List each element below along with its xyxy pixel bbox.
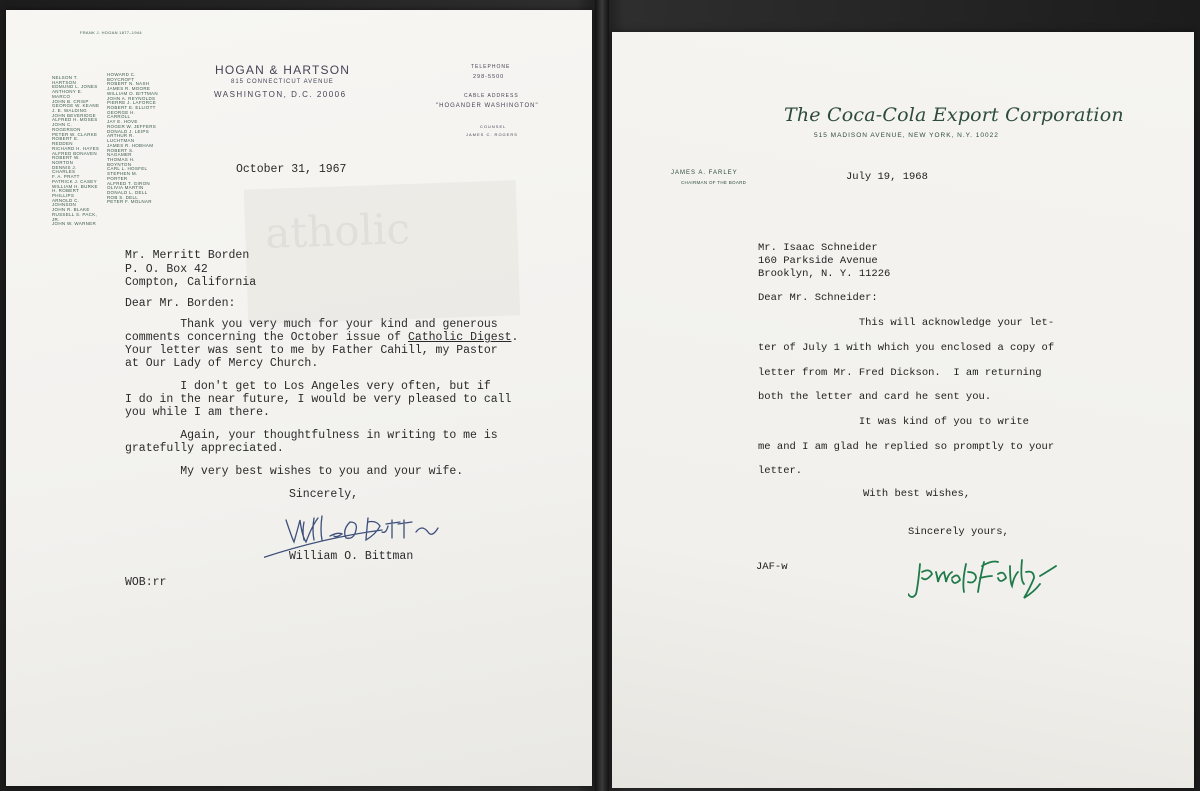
- right-letter-date: July 19, 1968: [846, 171, 928, 183]
- partner-name: HOWARD C. BOYCROFT: [107, 72, 136, 82]
- left-para3-line2: gratefully appreciated.: [125, 442, 284, 455]
- partner-name: JOHN W. WARNER: [52, 221, 97, 227]
- partner-name: J. E. WALDING: [52, 108, 87, 114]
- partner-name: PETER W. CLARKE: [52, 131, 98, 137]
- partner-name: PATRICK J. CASEY: [52, 178, 97, 184]
- left-para1-line3: Your letter was sent to me by Father Cahill, my Pastor: [125, 344, 498, 357]
- partners-list-col2: [107, 73, 159, 205]
- left-para2-line1: I don't get to Los Angeles very often, but if: [125, 380, 491, 393]
- partner-name: RUSSELL S. PACK, JR.: [52, 211, 98, 222]
- partner-name: STEPHEN M. PORTER: [107, 171, 138, 181]
- partner-name: JOHN B. CRISP: [52, 98, 89, 104]
- left-signer-name: William O. Bittman: [289, 550, 414, 563]
- right-body-line5: It was kind of you to write: [758, 416, 1029, 428]
- left-salutation: Dear Mr. Borden:: [125, 297, 236, 310]
- counsel-label: COUNSEL: [480, 124, 507, 129]
- partner-name: JAMES R. MOORE: [107, 86, 151, 92]
- partner-name: ROB S. DELL: [107, 194, 139, 200]
- right-closing2: Sincerely yours,: [908, 526, 1009, 538]
- sender-name: JAMES A. FARLEY: [671, 170, 738, 176]
- right-recipient-line2: 160 Parkside Avenue: [758, 255, 878, 267]
- right-initials: JAF-w: [756, 561, 788, 573]
- partner-name: THOMAS H. BOYNTON: [107, 156, 135, 167]
- partner-name: ALFRED BONAVEN: [52, 150, 97, 156]
- right-body-line2: ter of July 1 with which you enclosed a copy of: [758, 342, 1055, 354]
- partner-name: WILLIAM O. BITTMAN: [107, 90, 158, 96]
- partner-name: PETER F. MOLNAR: [107, 199, 152, 205]
- partner-name: DONALD L. DELL: [107, 189, 148, 195]
- left-letter-page: [6, 10, 592, 786]
- left-para2-line3: you while I am there.: [125, 406, 270, 419]
- right-recipient-line1: Mr. Isaac Schneider: [758, 242, 878, 254]
- partner-name: ARNOLD C. JOHNSON: [52, 197, 80, 208]
- ghost-card-text: atholic: [264, 204, 411, 259]
- partner-name: GEORGE W. KEANE: [52, 103, 100, 109]
- partner-name: ALFRED T. GIRON: [107, 180, 150, 186]
- left-para1-line2-text: comments concerning the October issue of: [125, 331, 408, 344]
- left-para4: My very best wishes to you and your wife.: [125, 465, 464, 478]
- right-closing1: With best wishes,: [863, 488, 971, 500]
- right-body-line6: me and I am glad he replied so promptly to your: [758, 441, 1055, 453]
- partner-name: DENNIS J. CHARLES: [52, 164, 77, 175]
- right-body-line7: letter.: [758, 465, 803, 477]
- partner-name: ROBERT S. NAGAMER: [107, 147, 134, 158]
- left-initials: WOB:rr: [125, 576, 167, 589]
- partner-name: ROBERT E. REDDEN: [52, 136, 79, 147]
- left-para3-line1: Again, your thoughtfulness in writing to me is: [125, 429, 498, 442]
- partner-name: JOHN C. ROGERSON: [52, 122, 81, 132]
- partner-name: ARTHUR R. LUCHTMAN: [107, 133, 135, 144]
- enclosed-card-ghost: [244, 180, 521, 324]
- right-letter-page: [612, 32, 1194, 788]
- partner-name: JOHN A. REYNOLDS: [107, 95, 156, 101]
- cable-label: CABLE ADDRESS: [464, 93, 519, 99]
- firm-address-line1: 815 CONNECTICUT AVENUE: [231, 79, 334, 85]
- left-recipient-line1: Mr. Merritt Borden: [125, 249, 250, 262]
- partner-name: CARL L. HOSFEL: [107, 166, 148, 172]
- telephone-label: TELEPHONE: [471, 64, 511, 70]
- left-para1-line1: Thank you very much for your kind and generous: [125, 318, 498, 331]
- partner-name: ROBERT N. NASH: [107, 81, 150, 87]
- partner-name: JAMES R. HOBHAM: [107, 142, 154, 148]
- left-para1-line4: at Our Lady of Mercy Church.: [125, 357, 319, 370]
- partner-name: F. A. PRATT: [52, 174, 80, 180]
- sender-title: CHAIRMAN OF THE BOARD: [681, 180, 747, 185]
- right-salutation: Dear Mr. Schneider:: [758, 292, 878, 304]
- partner-name: ROBERT E. ELLIOTT: [107, 105, 156, 111]
- partner-name: PIERRE J. LAFORCE: [107, 100, 157, 106]
- partner-name: NELSON T. HARTSON: [52, 75, 78, 85]
- partner-name: JOHN BEVERIDGE: [52, 112, 96, 118]
- right-body-line4: both the letter and card he sent you.: [758, 391, 992, 403]
- firm-address-line2: WASHINGTON, D.C. 20006: [214, 90, 347, 99]
- partner-name: ROGER W. JEFFERS: [107, 123, 157, 129]
- founder-line: FRANK J. HOGAN 1877–1944: [80, 30, 142, 35]
- partner-name: GEORGE H. CARROLL: [107, 109, 136, 120]
- partner-name: OLIVIA MARTIN: [107, 185, 144, 191]
- left-letter-date: October 31, 1967: [236, 163, 347, 176]
- partner-name: WILLIAM H. BURKE: [52, 183, 98, 189]
- partner-name: ROBERT W. NORTON: [52, 155, 80, 165]
- telephone-number: 298-5500: [473, 74, 505, 80]
- right-body-line3: letter from Mr. Fred Dickson. I am returning: [758, 367, 1042, 379]
- partner-name: ANTHONY E. MARCO: [52, 89, 83, 99]
- partner-name: JAY E. HOVE: [107, 119, 138, 125]
- left-para2-line2: I do in the near future, I would be very pleased to call: [125, 393, 512, 406]
- left-recipient-line3: Compton, California: [125, 276, 257, 289]
- right-recipient-line3: Brooklyn, N. Y. 11226: [758, 268, 891, 280]
- left-recipient-line2: P. O. Box 42: [125, 263, 208, 276]
- farley-signature: [908, 542, 1088, 612]
- left-para1-line2: comments concerning the October issue of Catholic Digest.: [125, 331, 519, 344]
- partner-name: DONALD J. LEIPS: [107, 128, 150, 134]
- coca-cola-letterhead: The Coca-Cola Export Corporation: [784, 104, 1124, 126]
- coca-cola-address: 515 MADISON AVENUE, NEW YORK, N.Y. 10022: [814, 132, 999, 139]
- partner-name: H. ROBERT PHILLIPS: [52, 188, 80, 198]
- partners-list-col1: [52, 76, 100, 227]
- firm-name: HOGAN & HARTSON: [215, 63, 351, 77]
- magazine-title: Catholic Digest: [407, 331, 512, 344]
- partner-name: JOHN R. BLAKE: [52, 207, 90, 213]
- partner-name: EDMUND L. JONES: [52, 84, 98, 90]
- partner-name: ALFRED H. MOSES: [52, 117, 98, 123]
- partner-name: RICHARD H. HAYES: [52, 145, 100, 151]
- right-body-line1: This will acknowledge your let-: [758, 317, 1055, 329]
- cable-value: "HOGANDER WASHINGTON": [436, 103, 539, 109]
- counsel-name: JAMES C. ROGERS: [466, 132, 518, 137]
- left-closing: Sincerely,: [289, 488, 359, 501]
